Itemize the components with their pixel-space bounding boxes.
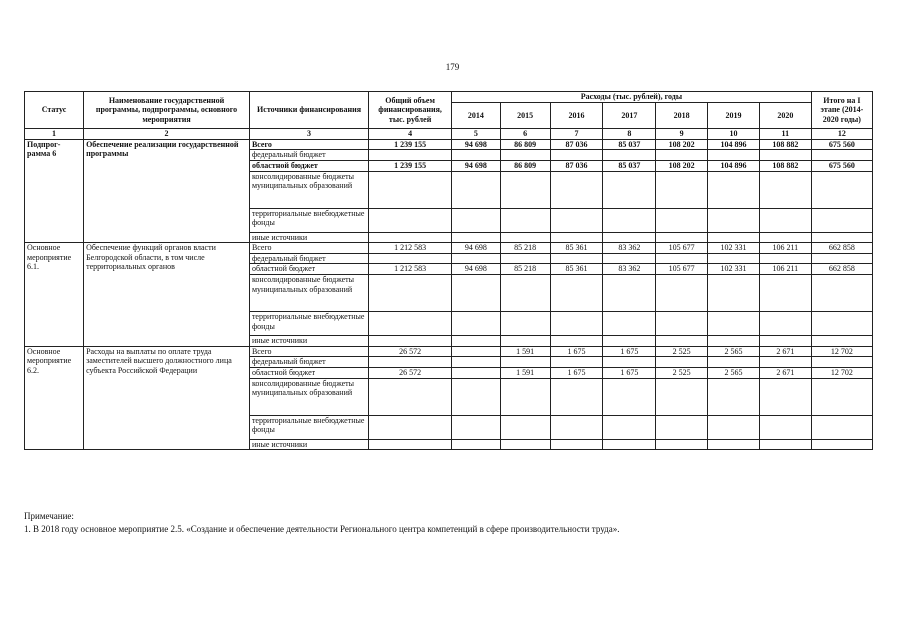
year-value-cell bbox=[452, 415, 501, 439]
year-value-cell bbox=[603, 208, 656, 232]
year-value-cell bbox=[656, 336, 708, 347]
year-value-cell: 108 202 bbox=[656, 160, 708, 171]
year-value-cell bbox=[452, 253, 501, 264]
column-number: 12 bbox=[811, 129, 872, 140]
year-value-cell bbox=[500, 232, 550, 243]
year-value-cell bbox=[603, 378, 656, 415]
year-value-cell bbox=[452, 312, 501, 336]
year-value-cell bbox=[500, 439, 550, 450]
year-value-cell bbox=[550, 439, 603, 450]
year-value-cell bbox=[500, 357, 550, 368]
year-value-cell bbox=[550, 275, 603, 312]
status-cell: Основное мероприятие 6.2. bbox=[25, 346, 84, 450]
year-value-cell: 85 218 bbox=[500, 243, 550, 254]
year-value-cell bbox=[708, 232, 760, 243]
year-value-cell bbox=[452, 378, 501, 415]
year-value-cell bbox=[452, 275, 501, 312]
year-value-cell bbox=[603, 171, 656, 208]
source-cell: Всего bbox=[249, 346, 368, 357]
year-value-cell bbox=[759, 415, 811, 439]
year-value-cell: 106 211 bbox=[759, 264, 811, 275]
stage-total-cell: 662 858 bbox=[811, 243, 872, 254]
year-value-cell bbox=[656, 171, 708, 208]
stage-total-cell bbox=[811, 208, 872, 232]
stage-total-cell: 12 702 bbox=[811, 346, 872, 357]
item-name-cell: Обеспечение функций органов власти Белгородской области, в том числе территориальных органов bbox=[84, 243, 250, 347]
year-value-cell: 105 677 bbox=[656, 264, 708, 275]
year-value-cell bbox=[656, 232, 708, 243]
year-value-cell: 85 037 bbox=[603, 139, 656, 150]
source-cell: консолидированные бюджеты муниципальных образований bbox=[249, 275, 368, 312]
source-cell: областной бюджет bbox=[249, 367, 368, 378]
header-year: 2019 bbox=[708, 103, 760, 129]
total-cell: 26 572 bbox=[369, 367, 452, 378]
page-number: 179 bbox=[445, 62, 460, 72]
year-value-cell bbox=[603, 415, 656, 439]
year-value-cell: 2 525 bbox=[656, 346, 708, 357]
total-cell: 1 239 155 bbox=[369, 160, 452, 171]
year-value-cell: 102 331 bbox=[708, 264, 760, 275]
year-value-cell bbox=[759, 232, 811, 243]
year-value-cell bbox=[708, 253, 760, 264]
year-value-cell bbox=[603, 336, 656, 347]
header-stage-total: Итого на I этапе (2014-2020 годы) bbox=[811, 92, 872, 129]
year-value-cell: 1 675 bbox=[603, 367, 656, 378]
header-status: Статус bbox=[25, 92, 84, 129]
year-value-cell bbox=[656, 439, 708, 450]
year-value-cell bbox=[759, 439, 811, 450]
total-cell bbox=[369, 439, 452, 450]
column-number: 6 bbox=[500, 129, 550, 140]
year-value-cell bbox=[452, 346, 501, 357]
year-value-cell: 85 361 bbox=[550, 243, 603, 254]
year-value-cell bbox=[759, 312, 811, 336]
year-value-cell bbox=[452, 208, 501, 232]
year-value-cell bbox=[708, 275, 760, 312]
year-value-cell bbox=[452, 171, 501, 208]
column-number: 10 bbox=[708, 129, 760, 140]
header-year: 2015 bbox=[500, 103, 550, 129]
year-value-cell bbox=[550, 150, 603, 161]
year-value-cell: 1 675 bbox=[550, 367, 603, 378]
year-value-cell bbox=[603, 253, 656, 264]
year-value-cell bbox=[500, 150, 550, 161]
column-number: 4 bbox=[369, 129, 452, 140]
source-cell: территориальные внебюджетные фонды bbox=[249, 415, 368, 439]
year-value-cell bbox=[603, 232, 656, 243]
year-value-cell bbox=[759, 357, 811, 368]
source-cell: областной бюджет bbox=[249, 264, 368, 275]
column-number: 5 bbox=[452, 129, 501, 140]
year-value-cell: 2 671 bbox=[759, 346, 811, 357]
year-value-cell bbox=[550, 312, 603, 336]
year-value-cell bbox=[500, 171, 550, 208]
year-value-cell: 83 362 bbox=[603, 264, 656, 275]
year-value-cell: 87 036 bbox=[550, 160, 603, 171]
total-cell bbox=[369, 336, 452, 347]
stage-total-cell bbox=[811, 232, 872, 243]
year-value-cell bbox=[708, 415, 760, 439]
year-value-cell bbox=[656, 253, 708, 264]
year-value-cell: 94 698 bbox=[452, 243, 501, 254]
total-cell bbox=[369, 171, 452, 208]
year-value-cell bbox=[500, 253, 550, 264]
header-expenses: Расходы (тыс. рублей), годы bbox=[452, 92, 812, 103]
stage-total-cell: 12 702 bbox=[811, 367, 872, 378]
year-value-cell bbox=[759, 171, 811, 208]
year-value-cell bbox=[708, 439, 760, 450]
source-cell: федеральный бюджет bbox=[249, 357, 368, 368]
year-value-cell: 108 882 bbox=[759, 160, 811, 171]
total-cell: 26 572 bbox=[369, 346, 452, 357]
column-number: 11 bbox=[759, 129, 811, 140]
total-cell bbox=[369, 378, 452, 415]
year-value-cell bbox=[708, 208, 760, 232]
year-value-cell: 85 218 bbox=[500, 264, 550, 275]
year-value-cell bbox=[759, 378, 811, 415]
year-value-cell: 94 698 bbox=[452, 160, 501, 171]
stage-total-cell bbox=[811, 439, 872, 450]
source-cell: областной бюджет bbox=[249, 160, 368, 171]
year-value-cell bbox=[550, 415, 603, 439]
year-value-cell bbox=[656, 378, 708, 415]
year-value-cell bbox=[452, 439, 501, 450]
table-row bbox=[25, 346, 873, 357]
year-value-cell bbox=[550, 378, 603, 415]
column-number: 8 bbox=[603, 129, 656, 140]
year-value-cell: 102 331 bbox=[708, 243, 760, 254]
source-cell: Всего bbox=[249, 243, 368, 254]
year-value-cell bbox=[656, 150, 708, 161]
source-cell: Всего bbox=[249, 139, 368, 150]
year-value-cell: 1 591 bbox=[500, 346, 550, 357]
year-value-cell bbox=[500, 415, 550, 439]
source-cell: иные источники bbox=[249, 439, 368, 450]
year-value-cell: 2 565 bbox=[708, 367, 760, 378]
year-value-cell bbox=[759, 253, 811, 264]
year-value-cell: 94 698 bbox=[452, 264, 501, 275]
year-value-cell bbox=[708, 150, 760, 161]
year-value-cell bbox=[500, 312, 550, 336]
year-value-cell: 104 896 bbox=[708, 139, 760, 150]
status-cell: Подпрог-рамма 6 bbox=[25, 139, 84, 243]
source-cell: иные источники bbox=[249, 336, 368, 347]
stage-total-cell: 662 858 bbox=[811, 264, 872, 275]
total-cell bbox=[369, 232, 452, 243]
year-value-cell bbox=[656, 275, 708, 312]
year-value-cell bbox=[759, 275, 811, 312]
item-name-cell: Расходы на выплаты по оплате труда заместителей высшего должностного лица субъекта Российской Федерации bbox=[84, 346, 250, 450]
source-cell: консолидированные бюджеты муниципальных образований bbox=[249, 378, 368, 415]
total-cell: 1 239 155 bbox=[369, 139, 452, 150]
year-value-cell: 1 675 bbox=[603, 346, 656, 357]
column-number: 1 bbox=[25, 129, 84, 140]
stage-total-cell bbox=[811, 253, 872, 264]
stage-total-cell bbox=[811, 171, 872, 208]
source-cell: федеральный бюджет bbox=[249, 150, 368, 161]
year-value-cell bbox=[708, 171, 760, 208]
stage-total-cell bbox=[811, 336, 872, 347]
year-value-cell bbox=[708, 312, 760, 336]
stage-total-cell: 675 560 bbox=[811, 160, 872, 171]
status-cell: Основное мероприятие 6.1. bbox=[25, 243, 84, 347]
header-sources: Источники финансирования bbox=[249, 92, 368, 129]
year-value-cell: 2 565 bbox=[708, 346, 760, 357]
column-number: 3 bbox=[249, 129, 368, 140]
table-row bbox=[25, 243, 873, 254]
year-value-cell bbox=[603, 357, 656, 368]
total-cell: 1 212 583 bbox=[369, 264, 452, 275]
year-value-cell bbox=[550, 336, 603, 347]
year-value-cell bbox=[656, 357, 708, 368]
year-value-cell bbox=[603, 312, 656, 336]
year-value-cell: 85 037 bbox=[603, 160, 656, 171]
year-value-cell bbox=[500, 208, 550, 232]
year-value-cell bbox=[550, 253, 603, 264]
financing-table bbox=[24, 91, 873, 450]
stage-total-cell bbox=[811, 378, 872, 415]
year-value-cell bbox=[708, 336, 760, 347]
year-value-cell bbox=[708, 378, 760, 415]
year-value-cell bbox=[452, 357, 501, 368]
year-value-cell: 94 698 bbox=[452, 139, 501, 150]
year-value-cell bbox=[759, 208, 811, 232]
year-value-cell bbox=[656, 415, 708, 439]
table-row bbox=[25, 139, 873, 150]
year-value-cell bbox=[550, 171, 603, 208]
header-year: 2017 bbox=[603, 103, 656, 129]
year-value-cell bbox=[550, 208, 603, 232]
header-total: Общий объем финансирования, тыс. рублей bbox=[369, 92, 452, 129]
year-value-cell: 1 591 bbox=[500, 367, 550, 378]
year-value-cell bbox=[550, 232, 603, 243]
footnote-title: Примечание: bbox=[24, 511, 74, 521]
source-cell: территориальные внебюджетные фонды bbox=[249, 208, 368, 232]
year-value-cell bbox=[500, 336, 550, 347]
stage-total-cell: 675 560 bbox=[811, 139, 872, 150]
year-value-cell bbox=[708, 357, 760, 368]
source-cell: иные источники bbox=[249, 232, 368, 243]
year-value-cell: 105 677 bbox=[656, 243, 708, 254]
header-year: 2016 bbox=[550, 103, 603, 129]
year-value-cell bbox=[603, 150, 656, 161]
column-number: 9 bbox=[656, 129, 708, 140]
stage-total-cell bbox=[811, 150, 872, 161]
year-value-cell: 2 671 bbox=[759, 367, 811, 378]
total-cell bbox=[369, 312, 452, 336]
year-value-cell bbox=[603, 275, 656, 312]
stage-total-cell bbox=[811, 357, 872, 368]
column-number: 7 bbox=[550, 129, 603, 140]
footnote bbox=[24, 510, 620, 536]
year-value-cell: 83 362 bbox=[603, 243, 656, 254]
total-cell bbox=[369, 357, 452, 368]
source-cell: консолидированные бюджеты муниципальных образований bbox=[249, 171, 368, 208]
stage-total-cell bbox=[811, 415, 872, 439]
year-value-cell: 86 809 bbox=[500, 160, 550, 171]
total-cell bbox=[369, 275, 452, 312]
year-value-cell: 85 361 bbox=[550, 264, 603, 275]
year-value-cell bbox=[550, 357, 603, 368]
year-value-cell bbox=[656, 208, 708, 232]
year-value-cell bbox=[603, 439, 656, 450]
year-value-cell: 108 882 bbox=[759, 139, 811, 150]
year-value-cell: 108 202 bbox=[656, 139, 708, 150]
source-cell: федеральный бюджет bbox=[249, 253, 368, 264]
footnote-text: 1. В 2018 году основное мероприятие 2.5. «Создание и обеспечение деятельности Регионального центра компетенций в сфере производительности труда». bbox=[24, 524, 620, 534]
year-value-cell bbox=[452, 150, 501, 161]
stage-total-cell bbox=[811, 275, 872, 312]
item-name-cell: Обеспечение реализации государственной программы bbox=[84, 139, 250, 243]
year-value-cell bbox=[452, 232, 501, 243]
year-value-cell: 87 036 bbox=[550, 139, 603, 150]
year-value-cell: 86 809 bbox=[500, 139, 550, 150]
total-cell: 1 212 583 bbox=[369, 243, 452, 254]
header-year: 2020 bbox=[759, 103, 811, 129]
header-year: 2014 bbox=[452, 103, 501, 129]
year-value-cell: 106 211 bbox=[759, 243, 811, 254]
total-cell bbox=[369, 208, 452, 232]
year-value-cell bbox=[500, 378, 550, 415]
year-value-cell: 1 675 bbox=[550, 346, 603, 357]
year-value-cell bbox=[500, 275, 550, 312]
total-cell bbox=[369, 415, 452, 439]
total-cell bbox=[369, 253, 452, 264]
year-value-cell: 104 896 bbox=[708, 160, 760, 171]
year-value-cell bbox=[452, 367, 501, 378]
year-value-cell bbox=[656, 312, 708, 336]
source-cell: территориальные внебюджетные фонды bbox=[249, 312, 368, 336]
column-number: 2 bbox=[84, 129, 250, 140]
header-year: 2018 bbox=[656, 103, 708, 129]
stage-total-cell bbox=[811, 312, 872, 336]
year-value-cell bbox=[759, 336, 811, 347]
year-value-cell bbox=[452, 336, 501, 347]
year-value-cell: 2 525 bbox=[656, 367, 708, 378]
total-cell bbox=[369, 150, 452, 161]
year-value-cell bbox=[759, 150, 811, 161]
header-name: Наименование государственной программы, подпрограммы, основного мероприятия bbox=[84, 92, 250, 129]
